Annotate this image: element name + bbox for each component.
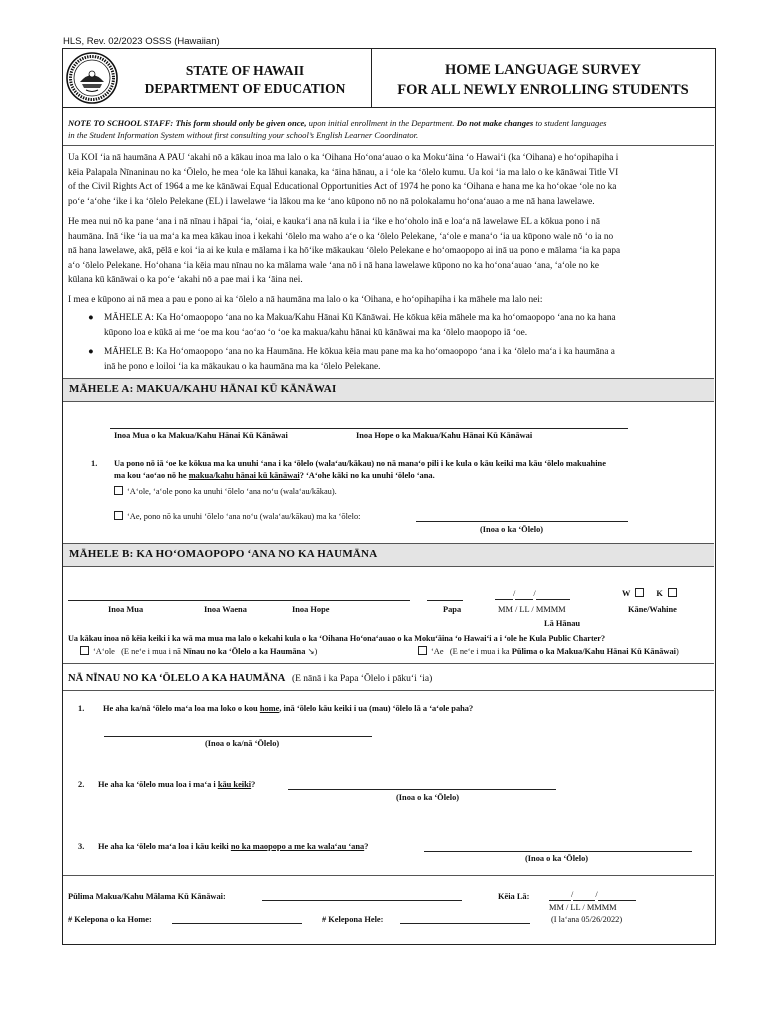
- charter-no-arrow: ↘): [305, 647, 318, 656]
- form-title: [372, 60, 714, 100]
- home-language-question: [103, 703, 473, 715]
- bullet-dot-icon: ●: [88, 347, 94, 357]
- charter-no-label: ‘A‘ole: [93, 647, 115, 656]
- issuer-title: [120, 62, 370, 98]
- intro-p1-line: of the Civil Rights Act of 1964 a me ke kānāwai Equal Educational Opportunities Act of 1974 he pono ka ‘Oihana e hana me ka ho‘okae ‘ole no ka: [68, 182, 617, 193]
- gender-options: [622, 588, 681, 600]
- frequent-language-q-number: 3.: [78, 842, 85, 851]
- charter-option-yes[interactable]: [418, 646, 679, 658]
- intro-paragraph-2: [68, 215, 718, 288]
- option-yes-label: ‘Ae, pono nō ka unuhi ‘ōlelo ‘ana no‘u (wala‘au/kākau) ma ka ‘ōlelo:: [127, 512, 361, 521]
- intro-p1-line: po‘e ‘a‘ohe ‘ike i ka ‘ōlelo Pelekane (EL) i lawelawe ‘ia lākou ma ke ‘ano kūpono nō no nā polokalamu ho‘ona‘auao a me nā hana lawelawe.: [68, 196, 595, 207]
- q1-number: 1.: [91, 459, 98, 468]
- intro-p2-line: haumāna. Inā ‘ike ‘ia ua ma‘a ka mea kākau inoa i kekahi ‘ōlelo ma waho a‘e o ka ‘ōlelo Pelekane, ‘a‘ole e mana‘o ‘ia ua kūpono wale nō ‘o ia no: [68, 231, 614, 242]
- checkbox-gender-w[interactable]: [635, 588, 644, 597]
- charter-option-no[interactable]: [80, 646, 317, 658]
- charter-yes-instruction: (E ne‘e i mua i ka: [449, 647, 512, 656]
- questions-title-note: (E nānā i ka Papa ‘Ōlelo i pāku‘i ‘ia): [291, 674, 433, 684]
- intro-paragraph-3: I mea e kūpono ai nā mea a pau e pono ai ka ‘ōlelo a nā haumāna ma lalo o ka ‘Oihana, e ho‘opihapiha i ka māhele ma lalo nei:: [68, 295, 543, 305]
- home-phone-label: # Kelepona o ka Home:: [68, 915, 152, 924]
- note-divider: [63, 145, 714, 146]
- bullet-a-line: MĀHELE A: Ka Ho‘omaopopo ‘ana no ka Makua/Kahu Hānai Kū Kānāwai. He kōkua kēia māhele ma ka ho‘omaopopo ‘ana no ka hana: [104, 313, 616, 323]
- q2-post: ?: [251, 780, 256, 789]
- section-a-title: MĀHELE A: MAKUA/KAHU HĀNAI KŪ KĀNĀWAI: [69, 383, 337, 395]
- home-language-label: (Inoa o ka/nā ‘Ōlelo): [205, 739, 280, 748]
- note-mid: upon initial enrollment in the Department.: [306, 118, 455, 128]
- state-name: STATE OF HAWAII: [185, 63, 305, 78]
- q1-line2-pre: ma kou ‘ao‘ao nō he: [114, 471, 189, 480]
- checkbox-charter-yes[interactable]: [418, 646, 427, 655]
- guardian-name-field[interactable]: [110, 414, 628, 429]
- signature-field[interactable]: [262, 891, 462, 901]
- q3-post: ?: [364, 842, 369, 851]
- student-middle-name-label: Inoa Waena: [204, 605, 247, 614]
- revision-note: (I la‘ana 05/26/2022): [551, 915, 623, 924]
- bullet-section-a: [88, 311, 714, 340]
- q3-underlined: no ka maopopo a me ka wala‘au ‘ana: [230, 842, 365, 851]
- form-id: HLS, Rev. 02/2023 OSSS (Hawaiian): [63, 36, 220, 47]
- intro-p1-line: Ua KOI ‘ia nā haumāna A PAU ‘akahi nō a kākau inoa ma lalo o ka ‘Oihana Ho‘ona‘auao o ka Moku‘āina ‘o Hawai‘i (ka ‘Oihana) e ho‘opihapiha i: [68, 153, 619, 163]
- q1-post: , inā ‘ōlelo kāu keiki i ua (mau) ‘ōlelo lā a ‘a‘ole paha?: [279, 704, 474, 713]
- option-yes-interpretation[interactable]: [114, 511, 361, 523]
- charter-yes-target: Pūlima o ka Makua/Kahu Hānai Kū Kānāwai: [511, 647, 676, 656]
- q1-pre: He aha ka/nā ‘ōlelo ma‘a loa ma loko o kou: [103, 704, 260, 713]
- charter-question: Ua kākau inoa nō kēia keiki i ka wā ma mua ma lalo o kekahi kula o ka ‘Oihana Ho‘ona‘auao o ka Moku‘āina ‘o Hawai‘i a i ‘ole he Kula Public Charter?: [68, 634, 606, 643]
- signature-date-format: MM / LL / MMMM: [549, 903, 617, 912]
- signature-label: Pūlima Makua/Kahu Mālama Kū Kānāwai:: [68, 892, 226, 901]
- charter-yes-close: ): [676, 647, 679, 656]
- doe-seal-icon: [66, 52, 118, 104]
- interpretation-question-line1: Ua pono nō iā ‘oe ke kōkua ma ka unuhi ‘ana i ka ‘ōlelo (wala‘au/kākau) no nā mana‘o pili i ke kula o kāu keiki ma kāu ‘ōlelo makuahine: [114, 459, 606, 468]
- intro-p2-line: He mea nui nō ka pane ‘ana i nā nīnau i hāpai ‘ia, ‘oiai, e kauka‘i ana nā kula i ia ‘ike e ho‘oholo inā e loa‘a nā lawelawe EL a kōkua pono i nā: [68, 217, 600, 227]
- bullet-dot-icon: ●: [88, 313, 94, 323]
- cell-phone-label: # Kelepona Hele:: [322, 915, 384, 924]
- bullet-a-line: kūpono loa e kūkā ai me ‘oe ma kou ‘ao‘ao ‘o ‘oe ka makua/kahu hānai kū kānāwai ma ka ‘ōlelo maopopo iā ‘oe.: [104, 327, 528, 338]
- intro-paragraph-1: [68, 151, 718, 209]
- department-name: DEPARTMENT OF EDUCATION: [144, 81, 346, 96]
- first-language-question: [98, 779, 255, 791]
- gender-label: Kāne/Wahine: [628, 605, 677, 614]
- gender-w-label: W: [622, 589, 631, 598]
- birthdate-format: MM / LL / MMMM: [498, 605, 566, 614]
- note-line2: in the Student Information System without first consulting your school’s English Learner Coordinator.: [68, 130, 419, 141]
- charter-no-instruction: (E ne‘e i mua i nā: [121, 647, 183, 656]
- home-language-q-number: 1.: [78, 704, 85, 713]
- section-b-title: MĀHELE B: KA HO‘OMAOPOPO ‘ANA NO KA HAUMĀNA: [69, 548, 378, 560]
- home-phone-field[interactable]: [172, 914, 302, 924]
- section-a-header: [63, 378, 714, 402]
- q2-underlined: kāu keiki: [217, 780, 252, 789]
- birthdate-label: Lā Hānau: [544, 619, 581, 628]
- checkbox-gender-k[interactable]: [668, 588, 677, 597]
- first-language-label: (Inoa o ka ‘Ōlelo): [396, 793, 460, 802]
- option-no-label: ‘A‘ole, ‘a‘ole pono ka unuhi ‘ōlelo ‘ana no‘u (wala‘au/kākau).: [127, 487, 337, 496]
- questions-title: [68, 673, 432, 684]
- q1-underlined: home: [259, 704, 280, 713]
- questions-title-text: NĀ NĪNAU NO KA ‘ŌLELO A KA HAUMĀNA: [68, 673, 286, 684]
- note-tail: to student languages: [533, 118, 607, 128]
- first-language-q-number: 2.: [78, 780, 85, 789]
- frequent-language-question: [98, 841, 368, 853]
- q1-line2-underlined: makua/kahu hānai kū kānāwai: [188, 471, 300, 480]
- cell-phone-field[interactable]: [400, 914, 530, 924]
- note-warning: Do not make changes: [454, 118, 534, 128]
- guardian-last-name-label: Inoa Hope o ka Makua/Kahu Hānai Kū Kānāwai: [356, 431, 533, 440]
- option-no-interpretation[interactable]: [114, 486, 337, 498]
- grade-field[interactable]: [427, 590, 463, 601]
- intro-p2-line: a‘o ‘ōlelo Pelekane. Ho‘ohana ‘ia kēia mau nīnau no ka mālama wale ‘ana nō i nā hana lawelawe kūpono no ka ho‘ona‘auao ‘ana, ‘a‘ole no ke: [68, 260, 599, 271]
- interpretation-language-label: (Inoa o ka ‘Ōlelo): [480, 525, 544, 534]
- grade-label: Papa: [443, 605, 462, 614]
- form-title-line2: FOR ALL NEWLY ENROLLING STUDENTS: [397, 82, 689, 98]
- intro-p1-line: kēia Palapala Nīnaninau no ka ‘Ōlelo, he mea ‘ole ka lāhui kanaka, ka ‘āina hānau, a i ‘ole ka ‘ōlelo kumu. Ua koi ‘ia ma lalo o ke kānāwai Title VI: [68, 167, 619, 178]
- bullet-section-b: [88, 345, 714, 374]
- bullet-b-line: inā he pono e loiloi ‘ia ka mākaukau o ka haumāna ma ka ‘ōlelo Pelekane.: [104, 361, 381, 372]
- intro-p2-line: nā hana lawelawe, akā, pēlā e koi ‘ia ai ke kula e mālama i ka hō‘ike mākaukau ‘ōlelo Pelekane e ho‘omaopopo ai inā ua pono e mālama ‘ia ka papa: [68, 246, 621, 257]
- signature-divider: [63, 875, 714, 876]
- questions-title-divider: [63, 690, 714, 691]
- form-title-line1: HOME LANGUAGE SURVEY: [444, 62, 642, 78]
- section-b-header: [63, 543, 714, 567]
- bullet-b-line: MĀHELE B: Ka Ho‘omaopopo ‘ana no ka Haumāna. He kōkua kēia mau pane ma ka ho‘omaopopo ‘ana i ka ‘ōlelo ma‘a i ka haumāna a: [104, 347, 615, 357]
- questions-divider: [63, 663, 714, 664]
- birthdate-field[interactable]: / /: [495, 588, 570, 600]
- checkbox-charter-no[interactable]: [80, 646, 89, 655]
- q1-line2-post: ? ‘A‘ohe kāki no ka unuhi ‘ōlelo ‘ana.: [299, 471, 435, 480]
- q2-pre: He aha ka ‘ōlelo mua loa i ma‘a i: [98, 780, 218, 789]
- intro-p2-line: kūlana kū kānāwai o ka po‘e ‘akahi nō a pae mai i ka ‘āina nei.: [68, 275, 303, 286]
- first-language-field[interactable]: [288, 779, 556, 790]
- student-first-name-label: Inoa Mua: [108, 605, 144, 614]
- q3-pre: He aha ka ‘ōlelo ma‘a loa i kāu keiki: [98, 842, 231, 851]
- note-lead: NOTE TO SCHOOL STAFF: This form should only be given once,: [68, 118, 307, 128]
- checkbox-no[interactable]: [114, 486, 123, 495]
- student-last-name-label: Inoa Hope: [292, 605, 330, 614]
- frequent-language-field[interactable]: [424, 841, 692, 852]
- interpretation-question: [114, 458, 714, 482]
- checkbox-yes[interactable]: [114, 511, 123, 520]
- staff-note: [68, 117, 712, 141]
- charter-yes-label: ‘Ae: [431, 647, 444, 656]
- guardian-first-name-label: Inoa Mua o ka Makua/Kahu Hānai Kū Kānāwai: [114, 431, 288, 440]
- signature-date-field[interactable]: / /: [549, 889, 636, 901]
- charter-no-target: Nīnau no ka ‘Ōlelo a ka Haumāna: [183, 647, 306, 656]
- date-label: Kēia Lā:: [498, 892, 530, 901]
- interpretation-language-field[interactable]: [416, 511, 628, 522]
- gender-k-label: K: [656, 589, 663, 598]
- home-language-field[interactable]: [104, 726, 372, 737]
- student-name-field[interactable]: [68, 590, 410, 601]
- frequent-language-label: (Inoa o ka ‘Ōlelo): [525, 854, 589, 863]
